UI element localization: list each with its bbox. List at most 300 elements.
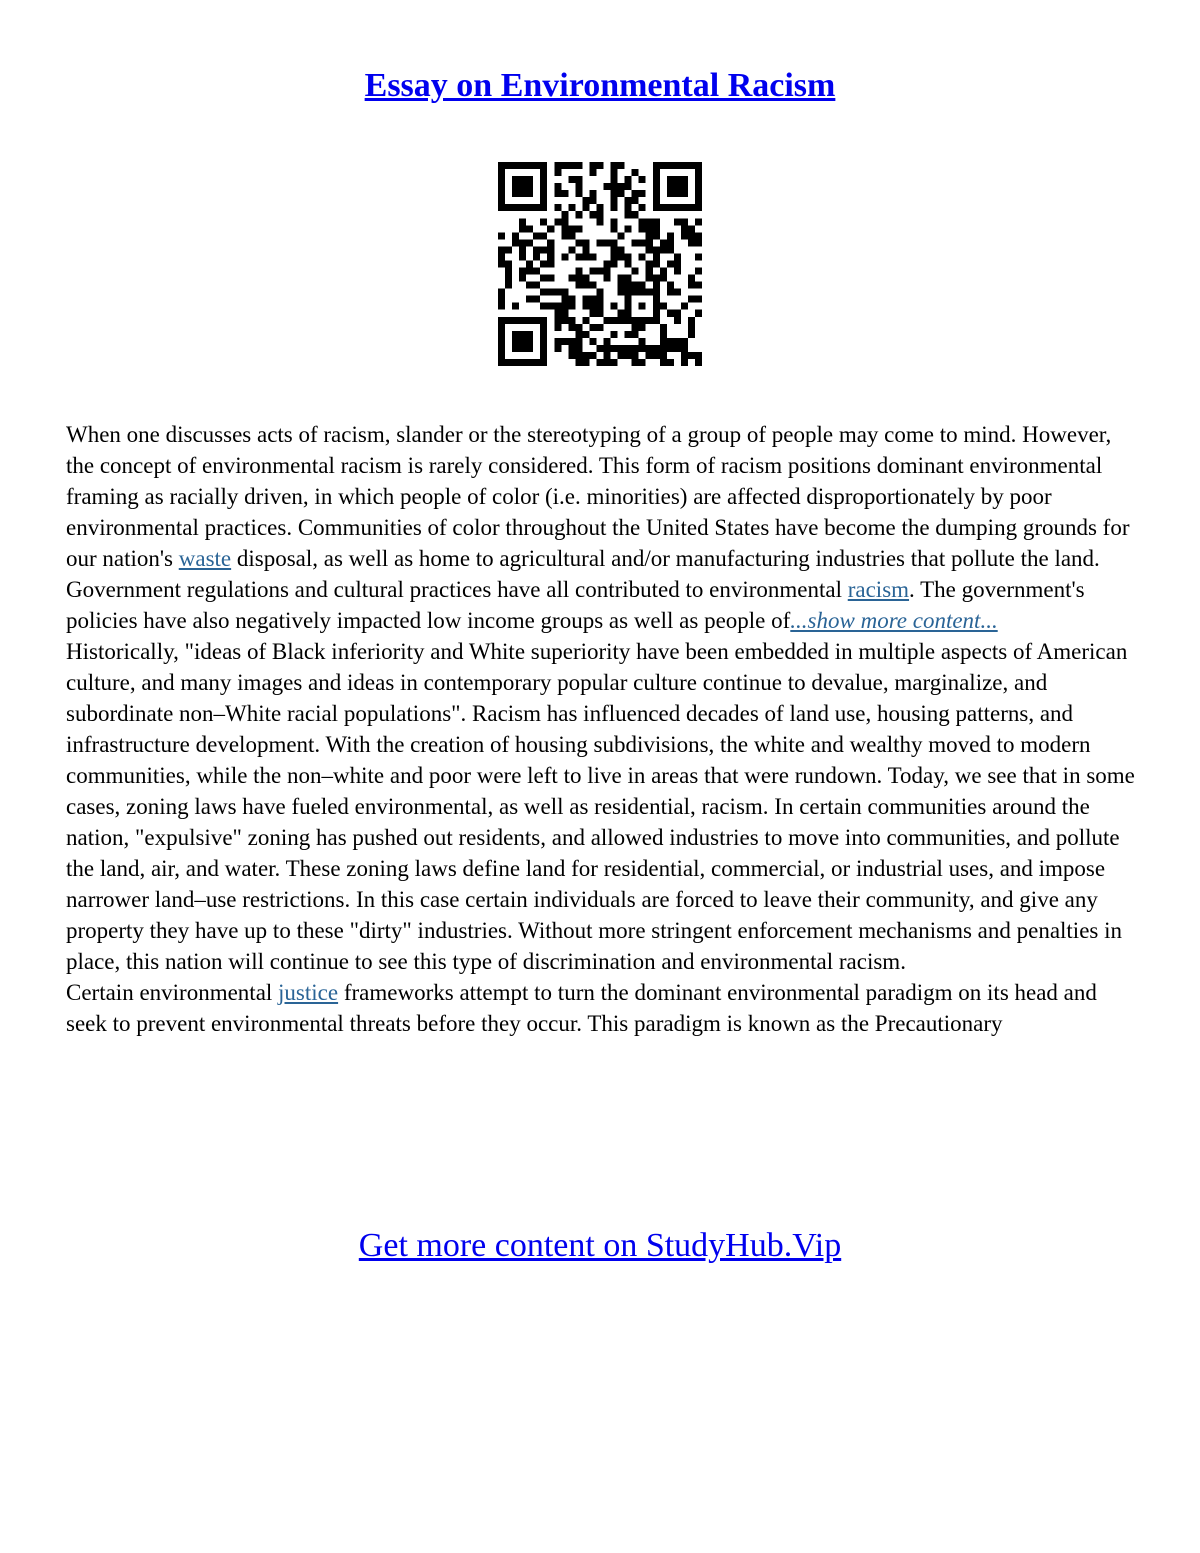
qr-module xyxy=(625,352,632,359)
qr-module xyxy=(596,289,603,296)
qr-module xyxy=(625,204,632,211)
qr-module xyxy=(611,253,618,260)
qr-module xyxy=(526,162,533,169)
qr-module xyxy=(625,303,632,310)
qr-module xyxy=(519,275,526,282)
qr-module xyxy=(554,218,561,225)
qr-module xyxy=(632,324,639,331)
qr-module xyxy=(667,204,674,211)
qr-module xyxy=(561,190,568,197)
qr-module xyxy=(589,197,596,204)
qr-module xyxy=(596,345,603,352)
qr-module xyxy=(547,246,554,253)
qr-module xyxy=(554,338,561,345)
qr-module xyxy=(554,204,561,211)
qr-module xyxy=(498,183,505,190)
qr-module xyxy=(505,162,512,169)
qr-module xyxy=(526,331,533,338)
qr-module xyxy=(695,268,702,275)
qr-module xyxy=(498,324,505,331)
qr-module xyxy=(660,246,667,253)
qr-module xyxy=(512,176,519,183)
qr-module xyxy=(526,282,533,289)
qr-module xyxy=(646,239,653,246)
qr-module xyxy=(681,345,688,352)
qr-module xyxy=(512,303,519,310)
qr-module xyxy=(526,190,533,197)
qr-module xyxy=(519,246,526,253)
qr-module xyxy=(611,183,618,190)
qr-module xyxy=(498,204,505,211)
qr-module xyxy=(575,331,582,338)
qr-module xyxy=(498,176,505,183)
qr-module xyxy=(604,183,611,190)
qr-module xyxy=(695,162,702,169)
qr-module xyxy=(512,359,519,366)
qr-module xyxy=(653,317,660,324)
qr-module xyxy=(568,275,575,282)
qr-module xyxy=(674,162,681,169)
qr-module xyxy=(674,317,681,324)
qr-module xyxy=(681,359,688,366)
qr-module xyxy=(596,296,603,303)
qr-module xyxy=(667,190,674,197)
qr-module xyxy=(512,204,519,211)
qr-module xyxy=(611,162,618,169)
qr-module xyxy=(505,317,512,324)
qr-module xyxy=(505,260,512,267)
qr-module xyxy=(632,331,639,338)
qr-module xyxy=(505,282,512,289)
qr-module xyxy=(561,232,568,239)
qr-module xyxy=(589,310,596,317)
qr-module xyxy=(646,260,653,267)
qr-module xyxy=(533,268,540,275)
qr-module xyxy=(681,352,688,359)
qr-module xyxy=(688,296,695,303)
essay-body xyxy=(66,419,1138,1039)
qr-module xyxy=(660,338,667,345)
qr-module xyxy=(667,260,674,267)
qr-module xyxy=(519,317,526,324)
qr-module xyxy=(568,317,575,324)
qr-module xyxy=(639,324,646,331)
qr-module xyxy=(505,204,512,211)
qr-module xyxy=(660,331,667,338)
qr-module xyxy=(519,190,526,197)
qr-module xyxy=(660,239,667,246)
qr-module xyxy=(611,317,618,324)
qr-module xyxy=(674,338,681,345)
qr-module xyxy=(646,352,653,359)
qr-module xyxy=(632,352,639,359)
qr-module xyxy=(625,296,632,303)
qr-module xyxy=(596,162,603,169)
qr-module xyxy=(695,197,702,204)
qr-module xyxy=(568,246,575,253)
qr-module xyxy=(667,232,674,239)
qr-module xyxy=(575,183,582,190)
qr-module xyxy=(611,303,618,310)
qr-module xyxy=(519,239,526,246)
qr-module xyxy=(653,289,660,296)
qr-module xyxy=(653,275,660,282)
qr-module xyxy=(611,225,618,232)
qr-module xyxy=(582,303,589,310)
qr-module xyxy=(653,176,660,183)
qr-module xyxy=(533,317,540,324)
qr-module xyxy=(540,331,547,338)
qr-module xyxy=(540,275,547,282)
qr-module xyxy=(653,296,660,303)
qr-module xyxy=(561,162,568,169)
qr-module xyxy=(625,310,632,317)
qr-module xyxy=(695,204,702,211)
qr-module xyxy=(582,317,589,324)
qr-module xyxy=(540,260,547,267)
qr-module xyxy=(695,190,702,197)
qr-module xyxy=(611,239,618,246)
qr-module xyxy=(674,268,681,275)
qr-module xyxy=(639,176,646,183)
qr-module xyxy=(561,253,568,260)
qr-module xyxy=(554,317,561,324)
qr-module xyxy=(688,324,695,331)
qr-module xyxy=(582,246,589,253)
qr-module xyxy=(498,359,505,366)
qr-module xyxy=(526,239,533,246)
qr-module xyxy=(688,232,695,239)
qr-module xyxy=(632,190,639,197)
qr-module xyxy=(639,317,646,324)
qr-module xyxy=(575,338,582,345)
qr-module xyxy=(561,296,568,303)
qr-module xyxy=(533,282,540,289)
qr-module xyxy=(639,239,646,246)
qr-module xyxy=(589,162,596,169)
qr-module xyxy=(575,190,582,197)
qr-module xyxy=(589,253,596,260)
qr-module xyxy=(681,190,688,197)
qr-module xyxy=(653,169,660,176)
qr-module xyxy=(561,317,568,324)
qr-module xyxy=(625,275,632,282)
qr-module xyxy=(639,253,646,260)
qr-module xyxy=(512,232,519,239)
qr-module xyxy=(653,218,660,225)
qr-module xyxy=(632,211,639,218)
document-title xyxy=(0,64,1200,108)
qr-module xyxy=(596,310,603,317)
qr-module xyxy=(519,345,526,352)
paragraph-1 xyxy=(66,419,1138,636)
qr-module xyxy=(646,268,653,275)
qr-module xyxy=(526,183,533,190)
qr-module xyxy=(625,317,632,324)
qr-module xyxy=(519,204,526,211)
qr-module xyxy=(653,204,660,211)
qr-module xyxy=(653,303,660,310)
qr-module xyxy=(653,225,660,232)
title-link[interactable]: Essay on Environmental Racism xyxy=(364,67,836,104)
qr-module xyxy=(554,183,561,190)
qr-module xyxy=(625,253,632,260)
qr-module xyxy=(519,183,526,190)
qr-module xyxy=(533,253,540,260)
qr-module xyxy=(653,260,660,267)
paragraph-3 xyxy=(66,977,1138,1039)
qr-module xyxy=(695,352,702,359)
qr-module xyxy=(498,197,505,204)
qr-module xyxy=(526,338,533,345)
qr-module xyxy=(554,310,561,317)
racism-link[interactable]: racism xyxy=(847,577,910,602)
qr-module xyxy=(611,204,618,211)
qr-module xyxy=(639,282,646,289)
qr-module xyxy=(596,268,603,275)
qr-module xyxy=(575,176,582,183)
qr-module xyxy=(519,162,526,169)
qr-module xyxy=(695,296,702,303)
paragraph-2: Historically, "ideas of Black inferiority and White superiority have been embedded in multiple aspects of American culture, and many images and ideas in contemporary popular culture continue to devalue, marginalize, and subordinate non–White racial populations". Racism has influenced decades of land use, housing patterns, and infrastructure development. With the creation of housing subdivisions, the white and wealthy moved to modern communities, while the non–white and poor were left to live in areas that were rundown. Today, we see that in some cases, zoning laws have fueled environmental, as well as residential, racism. In certain communities around the nation, "expulsive" zoning has pushed out residents, and allowed industries to move into communities, and pollute the land, air, and water. These zoning laws define land for residential, commercial, or industrial uses, and impose narrower land–use restrictions. In this case certain individuals are forced to leave their community, and give any property they have up to these "dirty" industries. Without more stringent enforcement mechanisms and penalties in place, this nation will continue to see this type of discrimination and environmental racism. xyxy=(66,639,1135,974)
qr-module xyxy=(611,197,618,204)
qr-module xyxy=(589,268,596,275)
qr-module xyxy=(646,225,653,232)
qr-module xyxy=(561,289,568,296)
qr-module xyxy=(540,176,547,183)
qr-module xyxy=(632,282,639,289)
qr-module xyxy=(540,246,547,253)
qr-module xyxy=(554,190,561,197)
qr-module xyxy=(681,204,688,211)
qr-module xyxy=(611,331,618,338)
qr-module xyxy=(674,176,681,183)
qr-module xyxy=(547,275,554,282)
qr-module xyxy=(568,296,575,303)
qr-module xyxy=(526,268,533,275)
qr-module xyxy=(554,162,561,169)
qr-module xyxy=(589,303,596,310)
qr-module xyxy=(625,176,632,183)
qr-module xyxy=(568,352,575,359)
qr-module xyxy=(618,246,625,253)
qr-module xyxy=(674,204,681,211)
qr-module xyxy=(540,204,547,211)
qr-module xyxy=(519,225,526,232)
qr-module xyxy=(540,317,547,324)
qr-module xyxy=(632,239,639,246)
qr-module xyxy=(632,268,639,275)
qr-module xyxy=(596,303,603,310)
qr-module xyxy=(660,303,667,310)
qr-module xyxy=(639,359,646,366)
qr-module xyxy=(582,282,589,289)
qr-module xyxy=(667,239,674,246)
qr-module xyxy=(646,345,653,352)
qr-module xyxy=(575,162,582,169)
qr-module xyxy=(618,183,625,190)
qr-module xyxy=(653,282,660,289)
qr-module xyxy=(632,289,639,296)
qr-module xyxy=(653,197,660,204)
qr-module xyxy=(688,282,695,289)
qr-module xyxy=(519,268,526,275)
qr-module xyxy=(611,190,618,197)
qr-module xyxy=(688,239,695,246)
qr-module xyxy=(625,197,632,204)
qr-module xyxy=(582,204,589,211)
qr-module xyxy=(604,260,611,267)
qr-module xyxy=(653,190,660,197)
qr-module xyxy=(547,303,554,310)
justice-link[interactable]: justice xyxy=(278,980,339,1005)
qr-module xyxy=(667,359,674,366)
qr-module xyxy=(618,162,625,169)
qr-module xyxy=(512,331,519,338)
qr-module xyxy=(498,246,505,253)
qr-module xyxy=(660,345,667,352)
qr-module xyxy=(512,338,519,345)
qr-module xyxy=(688,162,695,169)
qr-module xyxy=(540,197,547,204)
qr-module xyxy=(660,204,667,211)
qr-module xyxy=(632,197,639,204)
qr-module xyxy=(618,352,625,359)
show-more-link[interactable]: ...show more content... xyxy=(790,608,998,633)
qr-module xyxy=(688,204,695,211)
qr-module xyxy=(519,253,526,260)
qr-module xyxy=(498,317,505,324)
qr-module xyxy=(512,162,519,169)
qr-module xyxy=(575,239,582,246)
qr-module xyxy=(667,246,674,253)
qr-module xyxy=(611,176,618,183)
qr-module xyxy=(575,352,582,359)
qr-module xyxy=(540,169,547,176)
qr-module xyxy=(582,239,589,246)
qr-module xyxy=(498,331,505,338)
qr-module xyxy=(618,310,625,317)
qr-module xyxy=(611,359,618,366)
qr-module xyxy=(582,359,589,366)
qr-module xyxy=(604,338,611,345)
qr-module xyxy=(667,345,674,352)
qr-module xyxy=(568,225,575,232)
qr-code-icon xyxy=(498,162,702,366)
qr-module xyxy=(519,338,526,345)
qr-module xyxy=(639,345,646,352)
qr-module xyxy=(540,324,547,331)
qr-module xyxy=(639,289,646,296)
qr-module xyxy=(618,317,625,324)
qr-module xyxy=(498,338,505,345)
waste-link[interactable]: waste xyxy=(178,546,232,571)
qr-module xyxy=(596,359,603,366)
qr-module xyxy=(533,204,540,211)
qr-module xyxy=(505,246,512,253)
qr-module xyxy=(695,310,702,317)
qr-module xyxy=(618,345,625,352)
qr-module xyxy=(575,324,582,331)
qr-module xyxy=(512,317,519,324)
qr-module xyxy=(596,239,603,246)
studyhub-link[interactable]: Get more content on StudyHub.Vip xyxy=(358,1227,842,1264)
qr-module xyxy=(498,289,505,296)
qr-module xyxy=(540,218,547,225)
qr-module xyxy=(688,275,695,282)
qr-module xyxy=(681,183,688,190)
qr-code-graphic xyxy=(498,162,702,366)
qr-module xyxy=(674,183,681,190)
qr-module xyxy=(667,282,674,289)
qr-module xyxy=(526,204,533,211)
footer-cta xyxy=(0,1224,1200,1268)
qr-module xyxy=(575,282,582,289)
qr-module xyxy=(695,359,702,366)
qr-module xyxy=(653,232,660,239)
qr-module xyxy=(653,345,660,352)
qr-module xyxy=(639,190,646,197)
qr-module xyxy=(554,345,561,352)
qr-module xyxy=(639,218,646,225)
qr-module xyxy=(646,218,653,225)
qr-module xyxy=(660,268,667,275)
qr-module xyxy=(674,289,681,296)
qr-module xyxy=(512,345,519,352)
qr-module xyxy=(611,345,618,352)
qr-module xyxy=(681,338,688,345)
qr-module xyxy=(667,176,674,183)
qr-module xyxy=(568,204,575,211)
qr-module xyxy=(695,183,702,190)
qr-module xyxy=(554,289,561,296)
paragraph-1-text-a: When one discusses acts of racism, slander or the stereotyping of a group of people may come to mind. However, the concept of environmental racism is rarely considered. This form of racism positions dominant environmental framing as racially driven, in which people of color (i.e. minorities) are affected disproportionately by poor environmental practices. Communities of color throughout the United States have become the dumping grounds for our nation's xyxy=(66,422,1130,571)
qr-module xyxy=(632,345,639,352)
qr-module xyxy=(512,183,519,190)
qr-module xyxy=(582,275,589,282)
qr-module xyxy=(695,239,702,246)
qr-module xyxy=(526,296,533,303)
qr-module xyxy=(660,162,667,169)
qr-module xyxy=(660,275,667,282)
qr-module xyxy=(674,310,681,317)
qr-module xyxy=(660,359,667,366)
qr-module xyxy=(632,359,639,366)
paragraph-1-text-b: disposal, as well as home to agricultural and/or manufacturing industries that pollute the land. Government regulations and cultural practices have all contributed to environmental xyxy=(66,546,1100,602)
qr-module xyxy=(498,169,505,176)
qr-module xyxy=(512,239,519,246)
qr-module xyxy=(526,317,533,324)
qr-module xyxy=(660,352,667,359)
qr-module xyxy=(618,282,625,289)
qr-module xyxy=(632,317,639,324)
qr-module xyxy=(695,253,702,260)
qr-module xyxy=(632,169,639,176)
qr-module xyxy=(575,225,582,232)
qr-module xyxy=(498,303,505,310)
qr-module xyxy=(568,324,575,331)
qr-module xyxy=(681,176,688,183)
qr-module xyxy=(625,211,632,218)
qr-module xyxy=(604,275,611,282)
qr-module xyxy=(526,225,533,232)
qr-module xyxy=(625,282,632,289)
qr-module xyxy=(596,211,603,218)
qr-module xyxy=(646,317,653,324)
qr-module xyxy=(618,289,625,296)
qr-module xyxy=(589,352,596,359)
qr-module xyxy=(561,218,568,225)
